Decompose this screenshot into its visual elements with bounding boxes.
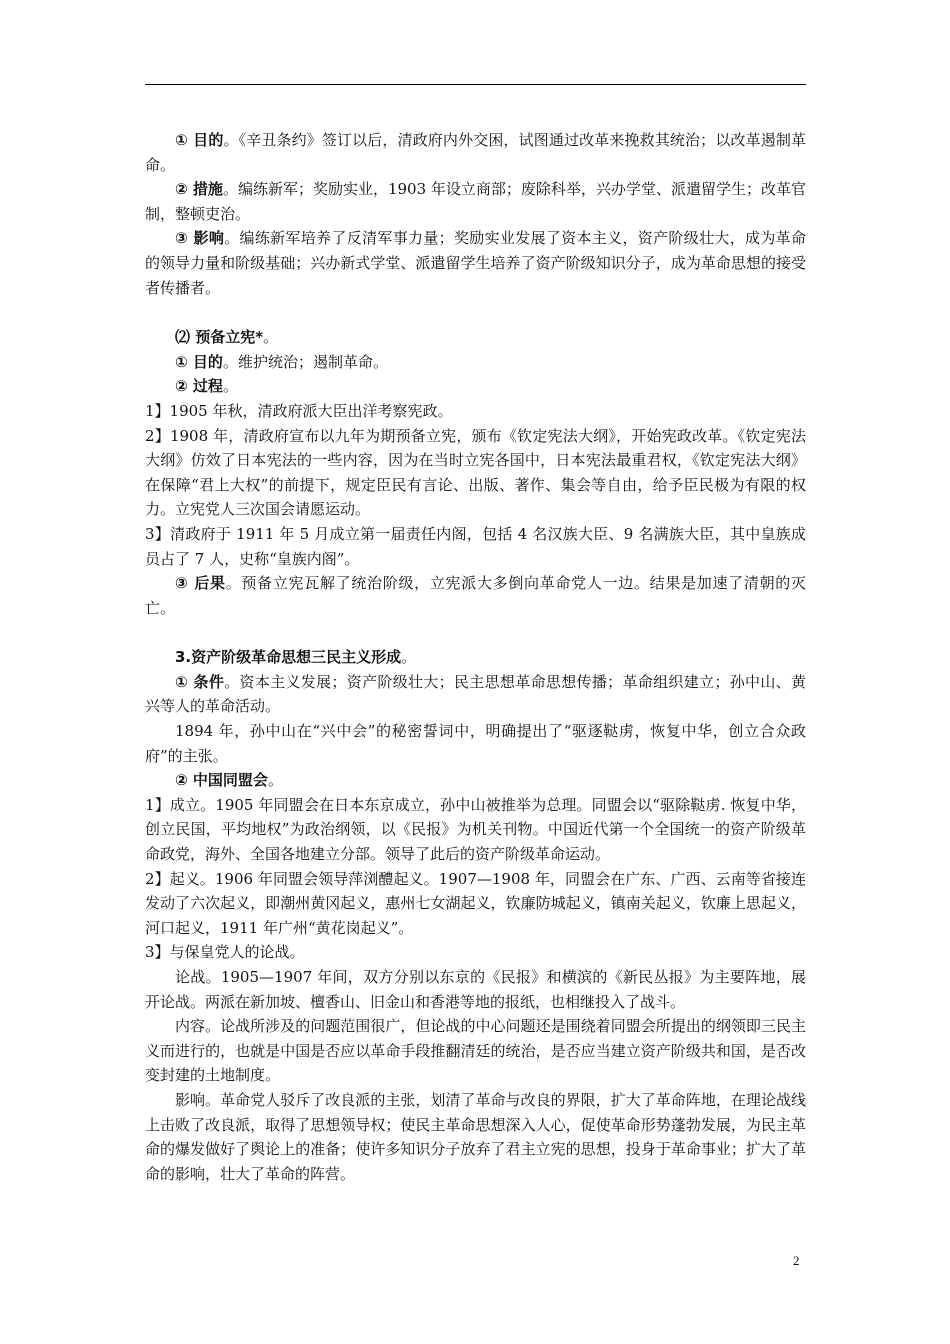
paragraph [145, 670, 806, 719]
section-heading [145, 325, 806, 350]
paragraph-text: 。维护统治；遏制革命。 [222, 352, 388, 371]
paragraph-label: ① 条件 [175, 672, 225, 691]
paragraph-text: 。资本主义发展；资产阶级壮大；民主思想革命思想传播；革命组织建立；孙中山、黄兴等人的革命活动。 [145, 672, 806, 716]
paragraph-text: 。 [222, 377, 238, 396]
paragraph [145, 226, 806, 300]
paragraph-label: ③ 影响 [175, 229, 225, 248]
paragraph-label: ② 过程 [175, 377, 223, 396]
document-body [145, 128, 806, 1186]
paragraph-text: 2】起义。1906 年同盟会领导萍浏醴起义。1907—1908 年，同盟会在广东、广西、云南等省接连发动了六次起义，即潮州黄冈起义，惠州七女湖起义，钦廉防城起义，镇南关起义，钦廉上思起义，河口起义，1911 年广州“黄花岗起义”。 [145, 869, 806, 937]
paragraph-label: ② 措施 [175, 180, 223, 199]
paragraph [145, 940, 806, 965]
paragraph-text: 。预备立宪瓦解了统治阶级，立宪派大多倒向革命党人一边。结果是加速了清朝的灭亡。 [145, 574, 806, 617]
paragraph [145, 571, 806, 620]
paragraph [145, 768, 806, 793]
paragraph [145, 350, 806, 375]
paragraph-label: 3.资产阶级革命思想三民主义形成 [175, 648, 402, 667]
paragraph [145, 374, 806, 399]
paragraph-text: 1】成立。1905 年同盟会在日本东京成立，孙中山被推举为总理。同盟会以“驱除鞑虏. 恢复中华，创立民国，平均地权”为政治纲领，以《民报》为机关刊物。中国近代第一个全国统一的资产阶级革命政党，海外、全国各地建立分部。领导了此后的资产阶级革命运动。 [145, 795, 806, 864]
paragraph-text: 。 [401, 648, 417, 667]
paragraph-text: 1】1905 年秋，清政府派大臣出洋考察宪政。 [145, 401, 453, 420]
paragraph-text: 1894 年，孙中山在“兴中会”的秘密誓词中，明确提出了“驱逐鞑虏，恢复中华，创立合众政府”的主张。 [145, 722, 806, 765]
paragraph-label: ③ 后果 [175, 574, 226, 593]
paragraph-text: 3】与保皇党人的论战。 [145, 943, 305, 962]
paragraph-text: 。 [267, 771, 283, 790]
header-rule [145, 84, 806, 85]
paragraph [145, 1014, 806, 1088]
paragraph-label: ② 中国同盟会 [175, 771, 268, 790]
paragraph [145, 793, 806, 867]
paragraph-label: ① 目的 [175, 352, 223, 371]
paragraph-text: 2】1908 年，清政府宣布以九年为期预备立宪，颁布《钦定宪法大纲》，开始宪政改革。《钦定宪法大纲》仿效了日本宪法的一些内容，因为在当时立宪各国中，日本宪法最重君权，《钦定宪法大纲》在保障“君上大权”的前提下，规定臣民有言论、出版、著作、集会等自由，给予臣民极为有限的权力。立宪党人三次国会请愿运动。 [145, 426, 806, 519]
paragraph-text: 3】清政府于 1911 年 5 月成立第一届责任内阁，包括 4 名汉族大臣、9 名满族大臣，其中皇族成员占了 7 人，史称“皇族内阁”。 [145, 524, 806, 568]
paragraph [145, 1088, 806, 1186]
paragraph-text: 。《辛丑条约》签订以后，清政府内外交困，试图通过改革来挽救其统治；以改革遏制革命。 [145, 131, 806, 174]
paragraph [145, 424, 806, 522]
paragraph-text: 。编练新军培养了反清军事力量；奖励实业发展了资本主义，资产阶级壮大，成为革命的领导力量和阶级基础；兴办新式学堂、派遣留学生培养了资产阶级知识分子，成为革命思想的接受者传播者。 [145, 229, 806, 297]
paragraph-text: 。编练新军；奖励实业，1903 年设立商部；废除科举，兴办学堂、派遣留学生；改革官制，整顿吏治。 [145, 180, 806, 223]
paragraph [145, 128, 806, 177]
paragraph-label: ⑵ 预备立宪* [175, 328, 264, 347]
paragraph [145, 177, 806, 226]
paragraph [145, 719, 806, 768]
paragraph-text: 影响。革命党人驳斥了改良派的主张，划清了革命与改良的界限，扩大了革命阵地，在理论战线上击败了改良派，取得了思想领导权；使民主革命思想深入人心，促使革命形势蓬勃发展，为民主革命的爆发做好了舆论上的准备；使许多知识分子放弃了君主立宪的思想，投身于革命事业；扩大了革命的影响，壮大了革命的阵营。 [145, 1090, 806, 1183]
paragraph-label: ① 目的 [175, 131, 224, 149]
paragraph [145, 522, 806, 571]
page-number: 2 [793, 1253, 800, 1268]
paragraph-text: 。 [263, 328, 279, 347]
paragraph [145, 399, 806, 424]
paragraph-text: 内容。论战所涉及的问题范围很广，但论战的中心问题还是围绕着同盟会所提出的纲领即三民主义而进行的，也就是中国是否应以革命手段推翻清廷的统治，是否应当建立资产阶级共和国，是否改变封建的土地制度。 [145, 1017, 806, 1085]
paragraph [145, 965, 806, 1014]
paragraph [145, 867, 806, 941]
paragraph-text: 论战。1905—1907 年间，双方分别以东京的《民报》和横滨的《新民丛报》为主要阵地，展开论战。两派在新加坡、檀香山、旧金山和香港等地的报纸，也相继投入了战斗。 [145, 968, 806, 1011]
section-heading [145, 645, 806, 670]
